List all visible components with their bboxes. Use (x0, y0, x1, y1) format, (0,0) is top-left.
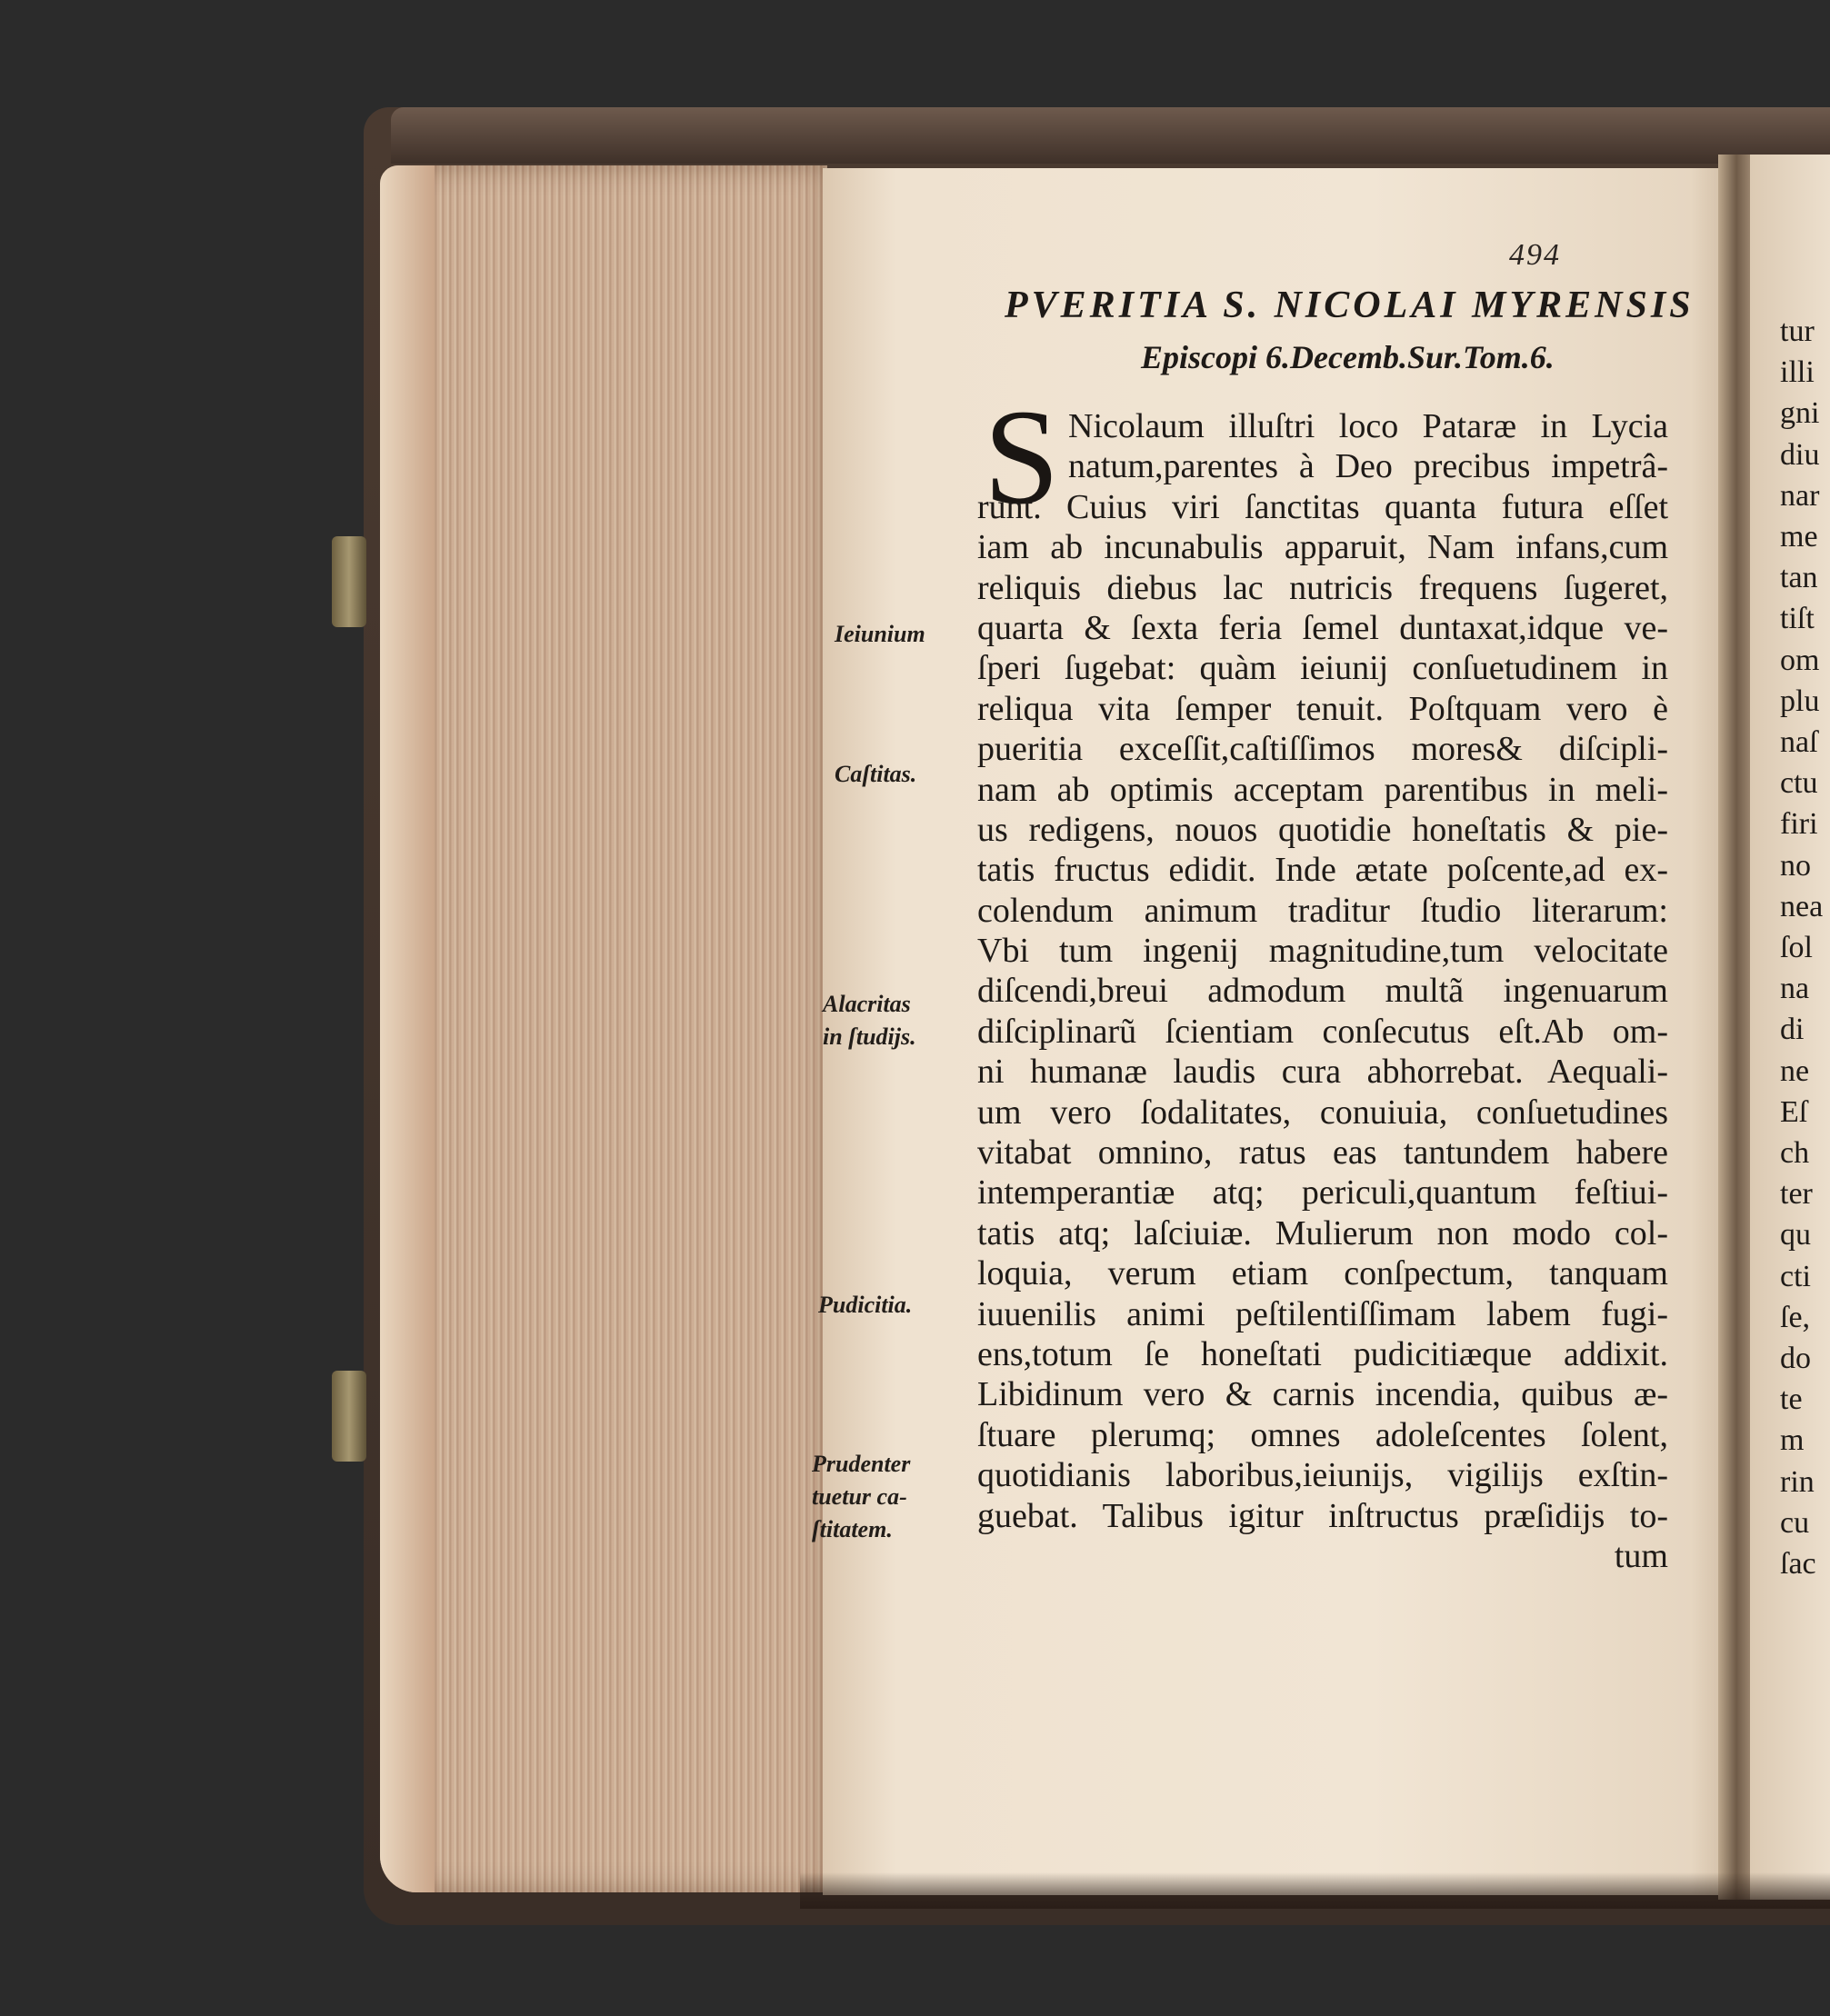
body-line: tum (1614, 1536, 1668, 1575)
page-subtitle: Episcopi 6.Decemb.Sur.Tom.6. (1141, 339, 1555, 375)
facing-page-fragment: ne (1780, 1053, 1810, 1088)
facing-page-fragment: nea (1780, 889, 1824, 923)
body-line: tatis fructus edidit. Inde ætate poſcente,ad ex- (977, 851, 1668, 890)
page-number: 494 (1509, 238, 1561, 272)
facing-page-fragment: illi (1780, 355, 1815, 390)
facing-page-fragment: gni (1780, 396, 1820, 431)
body-line: tatis atq; laſciuiæ. Mulierum non modo col- (977, 1213, 1668, 1253)
body-line: reliquis diebus lac nutricis frequens ſugeret, (977, 568, 1668, 607)
margin-note-alacritas-2: in ſtudijs. (823, 1023, 916, 1050)
facing-page-fragment: ſol (1780, 931, 1813, 964)
facing-page-fragment: ſe, (1780, 1300, 1811, 1334)
facing-page-fragment: me (1780, 520, 1818, 554)
body-line: vitabat omnino, ratus eas tantundem habere (977, 1133, 1668, 1173)
body-line: diſciplinarũ ſcientiam conſecutus eſt.Ab om- (977, 1012, 1668, 1051)
body-line: Vbi tum ingenij magnitudine,tum velocitate (977, 932, 1668, 971)
facing-page-fragment: ch (1780, 1136, 1810, 1170)
body-line: ens,totum ſe honeſtati pudicitiæque addixit. (977, 1334, 1668, 1373)
body-line: intemperantiæ atq; periculi,quantum feſtiui- (977, 1173, 1668, 1213)
body-line: us redigens, nouos quotidie honeſtatis & pie- (977, 810, 1668, 849)
margin-note-pudicitia: Pudicitia. (818, 1292, 913, 1318)
facing-page-fragment: naſ (1780, 725, 1818, 759)
body-line: quotidianis laboribus,ieiunijs, vigilijs exſtin- (977, 1456, 1668, 1495)
facing-page-fragment: firi (1780, 807, 1818, 842)
body-line: ni humanæ laudis cura abhorrebat. Aequali- (977, 1053, 1668, 1092)
body-line: diſcendi,breui admodum multã ingenuarum (977, 972, 1668, 1011)
facing-page-fragment: di (1780, 1013, 1805, 1047)
body-line: guebat. Talibus igitur inſtructus præſidijs to- (977, 1496, 1668, 1535)
margin-note-prudenter-3: ſtitatem. (812, 1516, 893, 1542)
margin-note-prudenter-2: tuetur ca- (812, 1483, 907, 1510)
facing-page-fragment: no (1780, 848, 1811, 883)
margin-note-castitas: Caſtitas. (835, 761, 917, 787)
facing-page-fragment: om (1780, 643, 1820, 677)
body-line: colendum animum traditur ſtudio literarum: (977, 891, 1668, 930)
body-line: runt. Cuius viri ſanctitas quanta futura eſſet (977, 487, 1668, 526)
body-line: reliqua vita ſemper tenuit. Poſtquam vero è (977, 689, 1668, 728)
body-line: pueritia exceſſit,caſtiſſimos mores& diſcipli- (977, 730, 1668, 769)
body-line: ſperi ſugebat: quàm ieiunij conſuetudinem in (977, 649, 1668, 688)
facing-page-fragment: cti (1780, 1259, 1811, 1293)
margin-note-alacritas-1: Alacritas (823, 991, 911, 1017)
facing-page-fragment: tan (1780, 561, 1818, 595)
facing-page-fragment: ter (1780, 1177, 1813, 1212)
facing-page-fragment: m (1780, 1423, 1805, 1458)
margin-note-ieiunium: Ieiunium (835, 621, 925, 647)
drop-cap: S (984, 382, 1060, 533)
body-line: iam ab incunabulis apparuit, Nam infans,cum (977, 528, 1668, 567)
facing-page-fragment: ctu (1780, 766, 1818, 801)
margin-note-prudenter-1: Prudenter (812, 1451, 911, 1477)
body-line: um vero ſodalitates, conuiuia, conſuetudines (977, 1093, 1668, 1132)
body-line: iuuenilis animi peſtilentiſſimam labem fugi- (977, 1294, 1668, 1333)
facing-page-fragment: cu (1780, 1505, 1810, 1540)
facing-page-fragment: qu (1780, 1218, 1811, 1253)
facing-page-fragment: diu (1780, 437, 1820, 472)
facing-page-fragment: te (1780, 1382, 1803, 1417)
facing-page-fragment: tiſt (1780, 602, 1815, 636)
facing-page-fragment: nar (1780, 478, 1820, 513)
facing-page-fragment: Eſ (1780, 1094, 1808, 1129)
facing-page-fragment: tur (1780, 314, 1815, 348)
body-line: ſtuare plerumq; omnes adoleſcentes ſolent, (977, 1415, 1668, 1454)
facing-page-fragment: rin (1780, 1464, 1815, 1499)
facing-page-fragment: do (1780, 1342, 1811, 1375)
body-line: Libidinum vero & carnis incendia, quibus æ- (977, 1375, 1668, 1414)
body-line: quarta & ſexta feria ſemel duntaxat,idque ve- (977, 608, 1668, 647)
body-line: natum,parentes à Deo precibus impetrâ- (1068, 447, 1668, 486)
facing-page-fragment: plu (1780, 684, 1820, 718)
body-line: loquia, verum etiam conſpectum, tanquam (977, 1254, 1668, 1293)
facing-page-fragment: na (1780, 972, 1810, 1006)
page-title: PVERITIA S. NICOLAI MYRENSIS (1005, 284, 1695, 326)
facing-page-fragment: ſac (1780, 1547, 1816, 1581)
body-line: Nicolaum illuſtri loco Pataræ in Lycia (1068, 407, 1668, 445)
body-line: nam ab optimis acceptam parentibus in meli- (977, 770, 1668, 809)
